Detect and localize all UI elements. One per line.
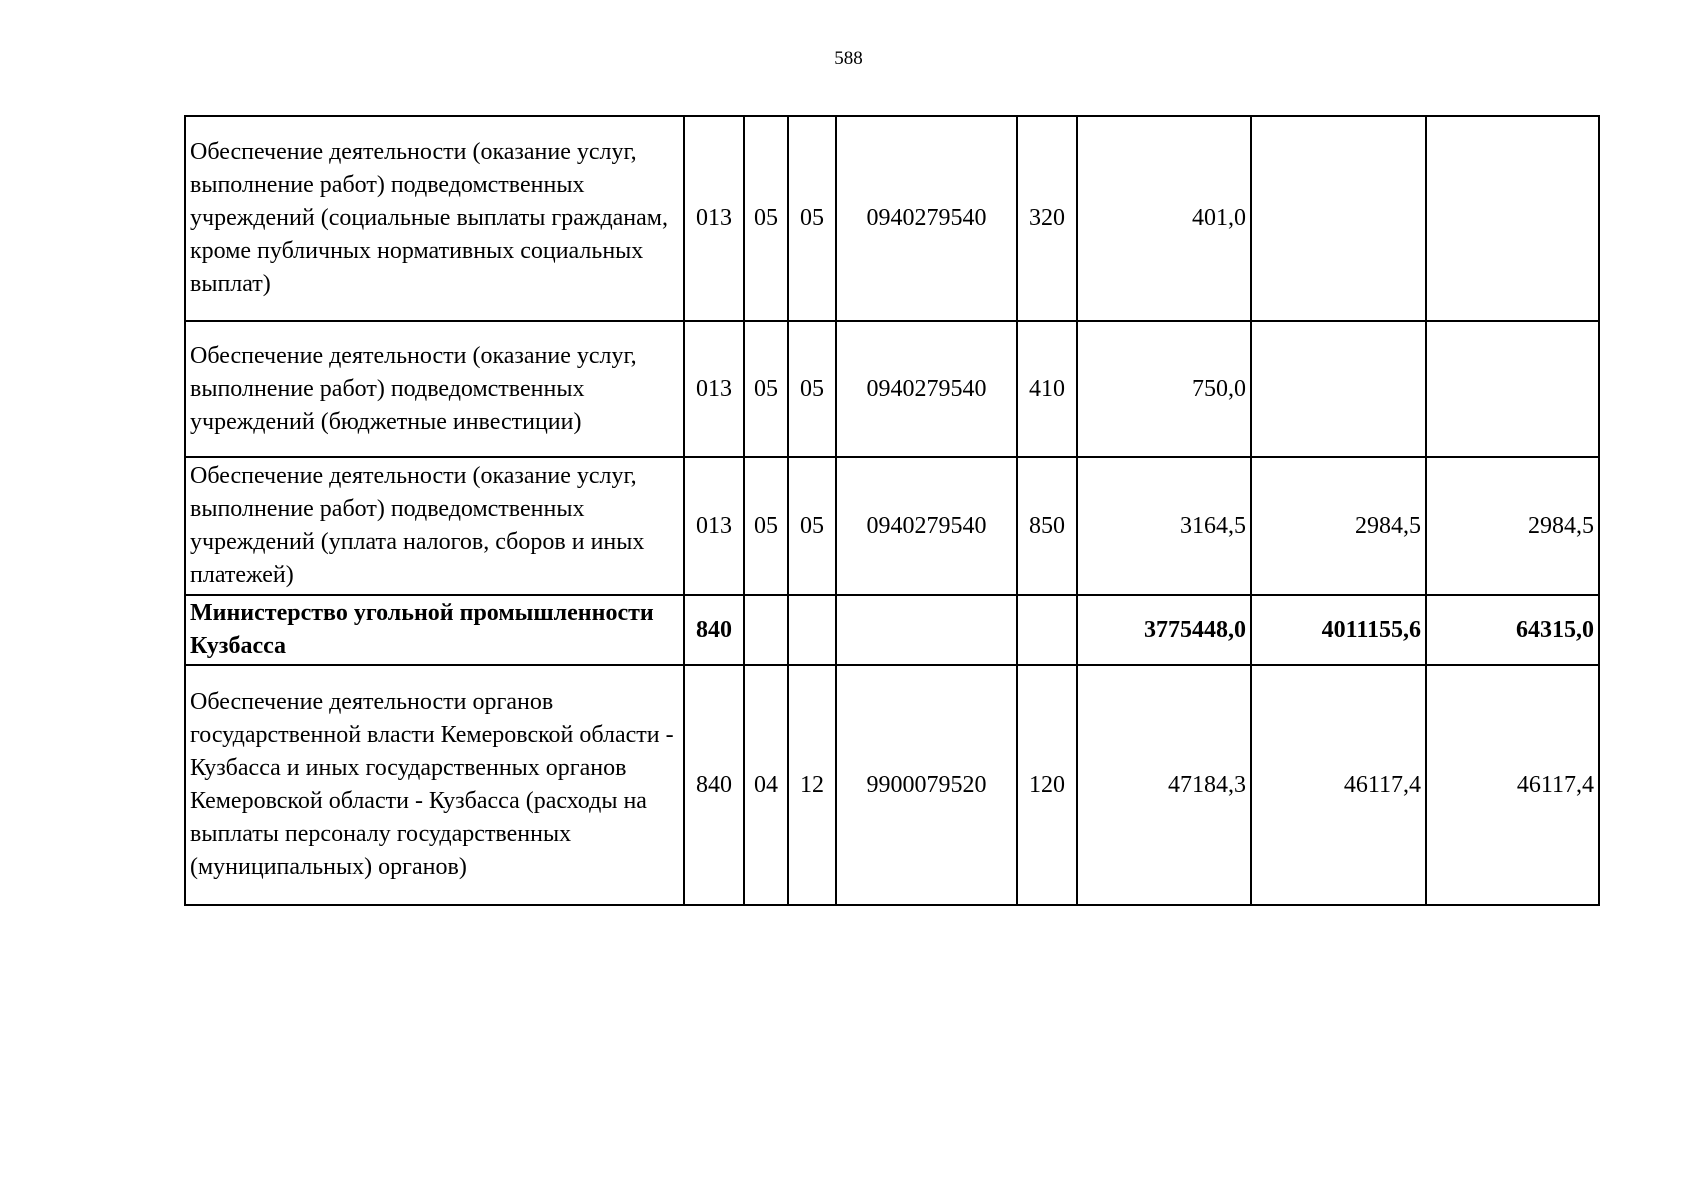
section-code: 05 xyxy=(744,321,788,457)
sum-year-1: 3164,5 xyxy=(1077,457,1251,595)
row-description: Министерство угольной промышленности Кузбасса xyxy=(185,595,684,665)
sum-year-2: 2984,5 xyxy=(1251,457,1426,595)
target-article-code: 9900079520 xyxy=(836,665,1017,905)
sum-year-2: 46117,4 xyxy=(1251,665,1426,905)
target-article-code: 0940279540 xyxy=(836,457,1017,595)
sum-year-3: 64315,0 xyxy=(1426,595,1599,665)
ministry-code: 840 xyxy=(684,665,744,905)
sum-year-3 xyxy=(1426,116,1599,321)
target-article-code: 0940279540 xyxy=(836,116,1017,321)
subsection-code: 05 xyxy=(788,116,836,321)
table-row xyxy=(185,665,1599,905)
sum-year-1: 3775448,0 xyxy=(1077,595,1251,665)
sum-year-1: 47184,3 xyxy=(1077,665,1251,905)
table-row-ministry-total xyxy=(185,595,1599,665)
budget-table xyxy=(184,115,1600,906)
sum-year-2 xyxy=(1251,321,1426,457)
section-code xyxy=(744,595,788,665)
expense-type-code: 120 xyxy=(1017,665,1077,905)
section-code: 05 xyxy=(744,116,788,321)
expense-type-code xyxy=(1017,595,1077,665)
sum-year-2: 4011155,6 xyxy=(1251,595,1426,665)
expense-type-code: 320 xyxy=(1017,116,1077,321)
section-code: 05 xyxy=(744,457,788,595)
row-description: Обеспечение деятельности органов государственной власти Кемеровской области - Кузбасса и иных государственных органов Кемеровской области - Кузбасса (расходы на выплаты персоналу государственных (муниципальных) органов) xyxy=(185,665,684,905)
sum-year-3: 2984,5 xyxy=(1426,457,1599,595)
row-description: Обеспечение деятельности (оказание услуг, выполнение работ) подведомственных учреждений (бюджетные инвестиции) xyxy=(185,321,684,457)
sum-year-2 xyxy=(1251,116,1426,321)
table-row xyxy=(185,457,1599,595)
row-description: Обеспечение деятельности (оказание услуг, выполнение работ) подведомственных учреждений (социальные выплаты гражданам, кроме публичных нормативных социальных выплат) xyxy=(185,116,684,321)
table-row xyxy=(185,321,1599,457)
ministry-code: 013 xyxy=(684,321,744,457)
ministry-code: 013 xyxy=(684,116,744,321)
row-description: Обеспечение деятельности (оказание услуг, выполнение работ) подведомственных учреждений (уплата налогов, сборов и иных платежей) xyxy=(185,457,684,595)
subsection-code xyxy=(788,595,836,665)
subsection-code: 12 xyxy=(788,665,836,905)
target-article-code xyxy=(836,595,1017,665)
sum-year-1: 750,0 xyxy=(1077,321,1251,457)
expense-type-code: 850 xyxy=(1017,457,1077,595)
sum-year-3 xyxy=(1426,321,1599,457)
expense-type-code: 410 xyxy=(1017,321,1077,457)
section-code: 04 xyxy=(744,665,788,905)
target-article-code: 0940279540 xyxy=(836,321,1017,457)
sum-year-1: 401,0 xyxy=(1077,116,1251,321)
page-number: 588 xyxy=(834,48,863,69)
sum-year-3: 46117,4 xyxy=(1426,665,1599,905)
table-row xyxy=(185,116,1599,321)
subsection-code: 05 xyxy=(788,457,836,595)
ministry-code: 013 xyxy=(684,457,744,595)
ministry-code: 840 xyxy=(684,595,744,665)
subsection-code: 05 xyxy=(788,321,836,457)
